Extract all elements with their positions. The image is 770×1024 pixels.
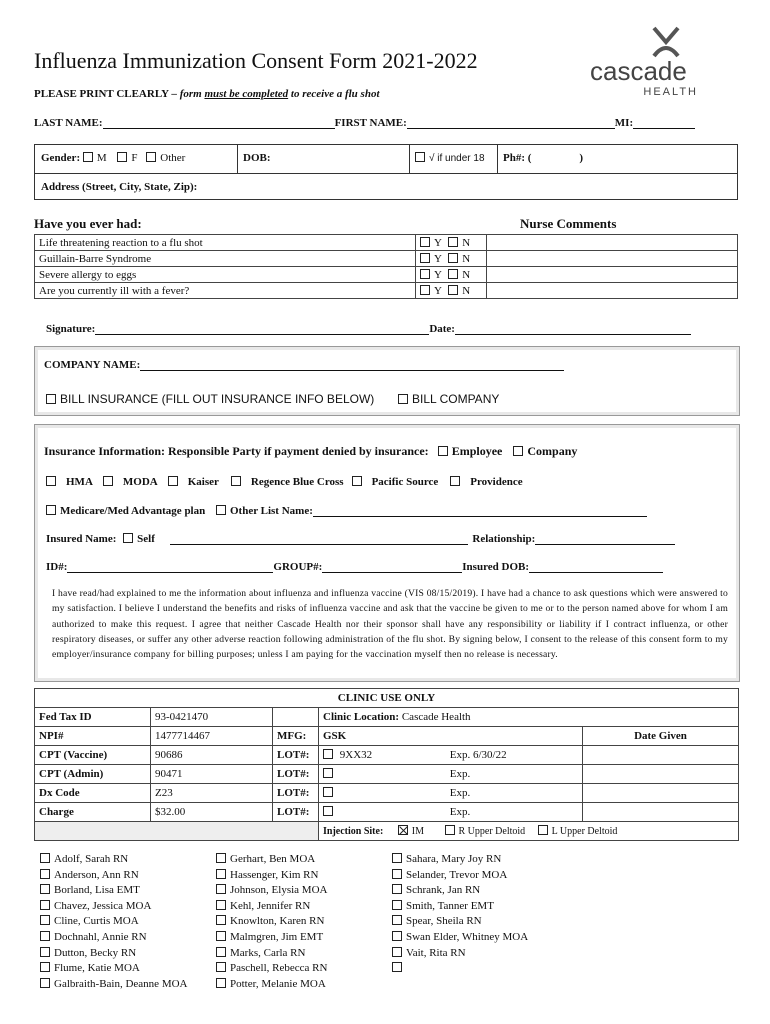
nurse-comment-cell[interactable] <box>487 267 738 283</box>
staff-checkbox[interactable] <box>392 962 402 972</box>
charge-value: $32.00 <box>151 803 273 822</box>
cpt-admin-label: CPT (Admin) <box>35 765 151 784</box>
staff-name: Marks, Carla RN <box>230 946 306 959</box>
site-r-deltoid-label: R Upper Deltoid <box>458 826 526 837</box>
site-l-deltoid-checkbox[interactable] <box>538 825 548 835</box>
last-name-label: LAST NAME: <box>34 117 103 129</box>
staff-item <box>40 961 188 977</box>
other-plan-checkbox[interactable] <box>216 505 226 515</box>
history-table <box>34 234 738 299</box>
staff-checkbox[interactable] <box>392 947 402 957</box>
staff-checkbox[interactable] <box>40 978 50 988</box>
mi-label: MI: <box>614 117 634 129</box>
other-plan-field[interactable] <box>313 504 647 517</box>
clinic-location-label: Clinic Location: <box>323 711 400 723</box>
staff-item <box>216 899 327 915</box>
history-question: Guillain-Barre Syndrome <box>35 251 416 267</box>
history-yes-checkbox[interactable] <box>420 285 430 295</box>
gender-f-label: F <box>131 152 138 164</box>
lot-label-1: LOT#: <box>273 746 319 765</box>
exp-label-4: Exp. <box>449 806 471 818</box>
clinic-location-value: Cascade Health <box>401 711 471 723</box>
plan-label: Kaiser <box>187 476 219 488</box>
staff-name: Spear, Sheila RN <box>406 915 482 928</box>
staff-item <box>216 946 327 962</box>
dx-code-label: Dx Code <box>35 784 151 803</box>
exp-label-2: Exp. <box>449 768 471 780</box>
under-18-checkbox[interactable] <box>415 152 425 162</box>
staff-name: Selander, Trevor MOA <box>406 868 508 881</box>
history-yes-checkbox[interactable] <box>420 253 430 263</box>
staff-checkbox[interactable] <box>392 869 402 879</box>
gender-m-label: M <box>96 152 107 164</box>
history-no-label: N <box>462 252 471 265</box>
history-question: Are you currently ill with a fever? <box>35 283 416 299</box>
bill-company-label: BILL COMPANY <box>412 392 500 406</box>
staff-item <box>392 899 528 915</box>
other-plan-label: Other List Name: <box>229 505 313 517</box>
insured-self-checkbox[interactable] <box>123 533 133 543</box>
fed-tax-label: Fed Tax ID <box>35 708 151 727</box>
staff-name: Malmgren, Jim EMT <box>230 930 324 943</box>
dob-label: DOB: <box>243 152 271 164</box>
staff-item <box>40 946 188 962</box>
staff-checkbox[interactable] <box>216 853 226 863</box>
mi-field[interactable] <box>633 116 695 129</box>
clinic-title: CLINIC USE ONLY <box>35 689 739 708</box>
bill-company-checkbox[interactable] <box>398 394 408 404</box>
nurse-comments-heading: Nurse Comments <box>520 216 617 231</box>
history-yn <box>416 283 487 299</box>
insured-dob-field[interactable] <box>529 560 663 573</box>
injection-site-label: Injection Site: <box>323 826 384 837</box>
plan-checkbox[interactable] <box>168 476 178 486</box>
staff-checkbox[interactable] <box>216 915 226 925</box>
gender-label: Gender: <box>41 152 81 164</box>
lot-label-4: LOT#: <box>273 803 319 822</box>
staff-item <box>216 868 327 884</box>
logo-mark-icon <box>590 26 702 60</box>
consent-text: I have read/had explained to me the information about influenza and influenza vaccine (VIS 08/15/2019). I have had a chance to ask questions which were answered to my satisfaction. I believe I understand the benefits and risks of influenza vaccine and ask that the vaccine be given to me or to the person named above for whom I am authorized to make this request. I agree that neither Cascade Health nor their sponsor shall have any responsibility or liability if I contract influenza, or other respiratory diseases, or suffer any other adverse reaction following administration of the flu shot. By signing below, I consent to the release of this consent form to my employer/insurance company for billing purposes; unless I am paying for the vaccination myself then no release is necessary. <box>52 588 728 661</box>
history-row <box>35 251 738 267</box>
dx-code-value: Z23 <box>151 784 273 803</box>
staff-name: Kehl, Jennifer RN <box>230 899 311 912</box>
staff-name: Dochnahl, Annie RN <box>54 930 147 943</box>
responsible-employee-checkbox[interactable] <box>438 446 448 456</box>
medicare-label: Medicare/Med Advantage plan <box>60 505 206 517</box>
staff-item <box>216 930 327 946</box>
staff-name: Paschell, Rebecca RN <box>230 962 328 975</box>
staff-name: Dutton, Becky RN <box>54 946 137 959</box>
phone-close: ) <box>579 152 584 164</box>
lot-value-1: 9XX32 <box>339 749 373 761</box>
staff-name: Borland, Lisa EMT <box>54 884 140 897</box>
plan-checkbox[interactable] <box>450 476 460 486</box>
history-yes-label: Y <box>434 236 442 249</box>
insured-self-label: Self <box>137 533 155 545</box>
plan-label: HMA <box>66 476 93 488</box>
staff-name: Cline, Curtis MOA <box>54 915 139 928</box>
charge-label: Charge <box>35 803 151 822</box>
history-row <box>35 235 738 251</box>
signature-row <box>46 322 736 335</box>
staff-item <box>216 977 327 993</box>
plan-label: Regence Blue Cross <box>250 476 344 488</box>
staff-name: Schrank, Jan RN <box>406 884 481 897</box>
staff-name: Chavez, Jessica MOA <box>54 899 152 912</box>
logo-sub: HEALTH <box>643 86 698 98</box>
page-title: Influenza Immunization Consent Form 2021-2022 <box>34 48 478 73</box>
id-label: ID#: <box>46 561 68 573</box>
date-given-4[interactable] <box>583 803 739 822</box>
staff-item <box>40 883 188 899</box>
staff-item <box>40 977 188 993</box>
history-no-label: N <box>462 268 471 281</box>
insured-dob-label: Insured DOB: <box>462 561 530 573</box>
staff-checkbox[interactable] <box>216 884 226 894</box>
history-no-checkbox[interactable] <box>448 269 458 279</box>
fed-tax-value: 93-0421470 <box>151 708 273 727</box>
lot-checkbox-2[interactable] <box>323 768 333 778</box>
lot-label-3: LOT#: <box>273 784 319 803</box>
lot-checkbox-1[interactable] <box>323 749 333 759</box>
last-name-field[interactable] <box>103 116 335 129</box>
staff-item <box>392 852 528 868</box>
staff-column-1 <box>40 852 188 992</box>
plan-label: Pacific Source <box>371 476 439 488</box>
staff-checkbox[interactable] <box>216 962 226 972</box>
staff-column-2 <box>216 852 327 992</box>
nurse-comment-cell[interactable] <box>487 235 738 251</box>
gender-other-label: Other <box>160 152 186 164</box>
history-yes-label: Y <box>434 268 442 281</box>
staff-checkbox[interactable] <box>392 915 402 925</box>
staff-item <box>392 930 528 946</box>
staff-name: Hassenger, Kim RN <box>230 868 319 881</box>
staff-checkbox[interactable] <box>40 853 50 863</box>
patient-info-box <box>34 144 738 200</box>
lot-checkbox-4[interactable] <box>323 806 333 816</box>
phone-label: Ph#: ( <box>503 152 532 164</box>
under-18-label: √ if under 18 <box>429 153 485 164</box>
insured-name-label: Insured Name: <box>46 533 117 545</box>
id-field[interactable] <box>67 560 273 573</box>
staff-column-3 <box>392 852 528 977</box>
group-field[interactable] <box>322 560 462 573</box>
staff-name: Adolf, Sarah RN <box>54 853 129 865</box>
staff-name: Knowlton, Karen RN <box>230 915 325 928</box>
staff-checkbox[interactable] <box>392 900 402 910</box>
staff-checkbox[interactable] <box>392 931 402 941</box>
history-question: Severe allergy to eggs <box>35 267 416 283</box>
cascade-health-logo <box>590 26 702 98</box>
history-row <box>35 267 738 283</box>
signature-field[interactable] <box>95 322 429 335</box>
instructions-must: must be completed <box>204 88 289 100</box>
staff-checkbox[interactable] <box>40 962 50 972</box>
plan-checkbox[interactable] <box>352 476 362 486</box>
staff-name: Vait, Rita RN <box>406 946 466 959</box>
history-no-checkbox[interactable] <box>448 285 458 295</box>
signature-label: Signature: <box>46 323 96 335</box>
staff-checkbox[interactable] <box>40 884 50 894</box>
staff-checkbox[interactable] <box>392 884 402 894</box>
first-name-field[interactable] <box>407 116 615 129</box>
plan-label: MODA <box>122 476 158 488</box>
plan-checkbox[interactable] <box>46 476 56 486</box>
npi-label: NPI# <box>35 727 151 746</box>
exp-value-1: Exp. 6/30/22 <box>449 749 507 761</box>
staff-item <box>216 883 327 899</box>
history-yes-checkbox[interactable] <box>420 269 430 279</box>
plan-label: Providence <box>470 476 523 488</box>
clinic-table <box>34 688 739 841</box>
group-label: GROUP#: <box>273 561 323 573</box>
staff-item <box>40 868 188 884</box>
date-given-1[interactable] <box>583 746 739 765</box>
exp-label-3: Exp. <box>449 787 471 799</box>
history-no-label: N <box>462 284 471 297</box>
staff-item <box>392 883 528 899</box>
bill-insurance-checkbox[interactable] <box>46 394 56 404</box>
date-label: Date: <box>429 323 455 335</box>
cpt-admin-value: 90471 <box>151 765 273 784</box>
staff-checkbox[interactable] <box>216 931 226 941</box>
name-row <box>34 116 726 129</box>
fed-tax-spacer <box>273 708 319 727</box>
staff-item <box>392 914 528 930</box>
history-yes-label: Y <box>434 284 442 297</box>
staff-name: Flume, Katie MOA <box>54 962 140 975</box>
plan-checkbox[interactable] <box>103 476 113 486</box>
staff-name: Anderson, Ann RN <box>54 868 139 881</box>
company-name-field[interactable] <box>140 358 564 371</box>
site-l-deltoid-label: L Upper Deltoid <box>551 826 618 837</box>
staff-checkbox[interactable] <box>392 853 402 863</box>
date-given-label: Date Given <box>583 727 739 746</box>
history-no-checkbox[interactable] <box>448 237 458 247</box>
first-name-label: FIRST NAME: <box>334 117 407 129</box>
relationship-label: Relationship: <box>472 533 536 545</box>
mfg-label: MFG: <box>273 727 319 746</box>
insured-name-field[interactable] <box>170 532 468 545</box>
gender-other-checkbox[interactable] <box>146 152 156 162</box>
lot-label-2: LOT#: <box>273 765 319 784</box>
staff-name: Smith, Tanner EMT <box>406 899 494 912</box>
bill-insurance-label: BILL INSURANCE (FILL OUT INSURANCE INFO BELOW) <box>60 392 375 406</box>
staff-checkbox[interactable] <box>40 915 50 925</box>
staff-item <box>392 868 528 884</box>
staff-checkbox[interactable] <box>216 869 226 879</box>
staff-item <box>392 946 528 962</box>
npi-value: 1477714467 <box>151 727 273 746</box>
cpt-vaccine-value: 90686 <box>151 746 273 765</box>
history-row <box>35 283 738 299</box>
instructions-print-clearly: PLEASE PRINT CLEARLY – <box>34 88 180 100</box>
relationship-field[interactable] <box>535 532 675 545</box>
plans-row <box>46 476 523 488</box>
responsible-company-label: Company <box>527 444 578 458</box>
staff-checkbox[interactable] <box>40 931 50 941</box>
staff-checkbox[interactable] <box>216 978 226 988</box>
staff-name: Johnson, Elysia MOA <box>230 884 328 897</box>
staff-name: Gerhart, Ben MOA <box>230 853 316 865</box>
plan-checkbox[interactable] <box>231 476 241 486</box>
cpt-vaccine-label: CPT (Vaccine) <box>35 746 151 765</box>
staff-item <box>40 852 188 868</box>
staff-name: Sahara, Mary Joy RN <box>406 853 502 865</box>
gender-f-checkbox[interactable] <box>117 152 127 162</box>
lot-checkbox-3[interactable] <box>323 787 333 797</box>
staff-item <box>40 930 188 946</box>
history-question: Life threatening reaction to a flu shot <box>35 235 416 251</box>
site-im-checkbox[interactable] <box>398 825 408 835</box>
nurse-comment-cell[interactable] <box>487 283 738 299</box>
history-yes-checkbox[interactable] <box>420 237 430 247</box>
address-label: Address (Street, City, State, Zip): <box>41 181 198 193</box>
staff-item <box>40 914 188 930</box>
date-field[interactable] <box>455 322 691 335</box>
instructions <box>34 88 380 100</box>
staff-name: Potter, Melanie MOA <box>230 977 326 990</box>
staff-checkbox[interactable] <box>40 900 50 910</box>
history-yes-label: Y <box>434 252 442 265</box>
medicare-checkbox[interactable] <box>46 505 56 515</box>
instructions-form: form <box>179 88 205 100</box>
site-spacer <box>35 822 319 841</box>
insurance-heading: Insurance Information: Responsible Party if payment denied by insurance: <box>44 444 429 458</box>
staff-checkbox[interactable] <box>216 947 226 957</box>
staff-name: Galbraith-Bain, Deanne MOA <box>54 977 188 990</box>
company-name-label: COMPANY NAME: <box>44 359 141 371</box>
history-heading: Have you ever had: <box>34 216 142 231</box>
nurse-comment-cell[interactable] <box>487 251 738 267</box>
history-no-label: N <box>462 236 471 249</box>
staff-name: Swan Elder, Whitney MOA <box>406 930 529 943</box>
staff-item <box>216 852 327 868</box>
history-yn <box>416 235 487 251</box>
mfg-value: GSK <box>319 727 583 746</box>
history-yn <box>416 267 487 283</box>
history-yn <box>416 251 487 267</box>
staff-checkbox[interactable] <box>216 900 226 910</box>
gender-m-checkbox[interactable] <box>83 152 93 162</box>
date-given-3[interactable] <box>583 784 739 803</box>
staff-item <box>392 961 528 977</box>
site-im-label: IM <box>411 826 425 837</box>
responsible-company-checkbox[interactable] <box>513 446 523 456</box>
responsible-employee-label: Employee <box>451 444 503 458</box>
site-r-deltoid-checkbox[interactable] <box>445 825 455 835</box>
staff-item <box>216 961 327 977</box>
staff-item <box>40 899 188 915</box>
history-no-checkbox[interactable] <box>448 253 458 263</box>
staff-item <box>216 914 327 930</box>
date-given-2[interactable] <box>583 765 739 784</box>
staff-checkbox[interactable] <box>40 947 50 957</box>
instructions-receive: to receive a flu shot <box>288 88 380 100</box>
staff-checkbox[interactable] <box>40 869 50 879</box>
logo-word: cascade <box>590 56 687 86</box>
